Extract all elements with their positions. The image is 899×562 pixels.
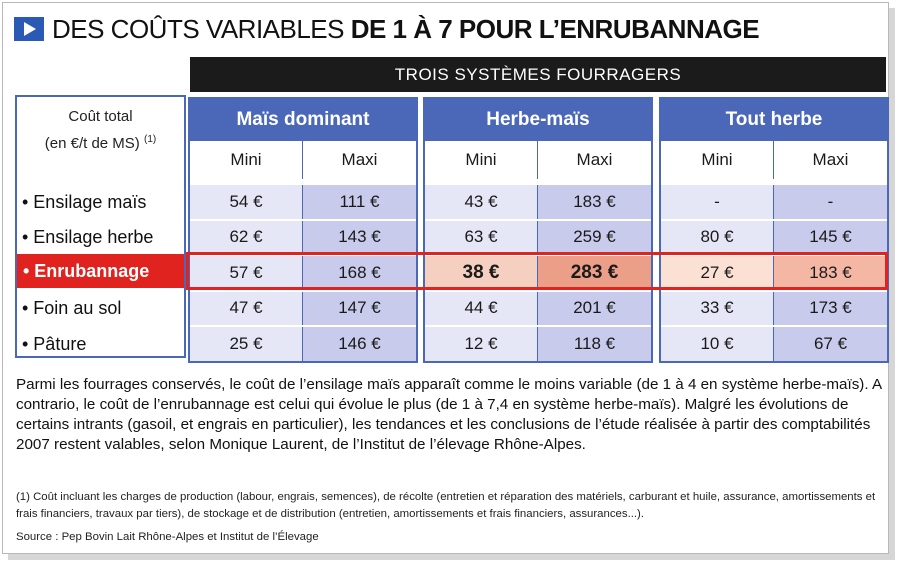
table-cell: 38 € [425, 256, 538, 290]
table-cell: - [661, 185, 774, 219]
table-cell: 145 € [774, 221, 887, 255]
system-header: Maïs dominant [190, 99, 416, 141]
table-cell: 33 € [661, 292, 774, 326]
table-cell: 168 € [303, 256, 416, 290]
row-label: • Ensilage herbe [22, 227, 154, 247]
table-cell: 57 € [190, 256, 303, 290]
table-cell: 173 € [774, 292, 887, 326]
maxi-column-header: Maxi [774, 141, 887, 179]
table-cell: 111 € [303, 185, 416, 219]
row-label: • Pâture [22, 333, 87, 354]
table-cell: 12 € [425, 327, 538, 361]
table-cell: 10 € [661, 327, 774, 361]
table-cell: 67 € [774, 327, 887, 361]
page-title [14, 12, 759, 46]
table-cell: 259 € [538, 221, 651, 255]
table-cell: 62 € [190, 221, 303, 255]
table-cell: - [774, 185, 887, 219]
table-cell: 143 € [303, 221, 416, 255]
source-note: Source : Pep Bovin Lait Rhône-Alpes et Institut de l’Élevage [16, 531, 319, 543]
summary-paragraph: Parmi les fourrages conservés, le coût de l’ensilage maïs apparaît comme le moins variable (de 1 à 4 en système herbe-maïs). A contrario, le coût de l’enrubannage est celui qui évolue le plus (de 1 à 7,4 en système herbe-maïs). Malgré les évolutions de certains intrants (gasoil, et engrais en particulier), les tendances et les conclusions de l’étude réalisée à partir des comptabilités 2007 restent valables, selon Monique Laurent, de l’Institut de l’élevage Rhône-Alpes. [16, 376, 882, 453]
system-header: Herbe-maïs [425, 99, 651, 141]
play-arrow-icon [14, 17, 44, 41]
title-text: DES COÛTS VARIABLES DE 1 À 7 POUR L’ENRUBANNAGE [52, 13, 760, 44]
table-cell: 183 € [774, 256, 887, 290]
table-cell: 183 € [538, 185, 651, 219]
system-header: Tout herbe [661, 99, 887, 141]
table-cell: 43 € [425, 185, 538, 219]
table-cell: 201 € [538, 292, 651, 326]
row-label: • Ensilage maïs [22, 191, 147, 212]
table-cell: 118 € [538, 327, 651, 361]
mini-column-header: Mini [661, 141, 774, 179]
row-label-enrubannage: • Enrubannage [17, 254, 184, 288]
table-cell: 80 € [661, 221, 774, 255]
table-cell: 25 € [190, 327, 303, 361]
mini-column-header: Mini [190, 141, 303, 179]
table-cell: 44 € [425, 292, 538, 326]
maxi-column-header: Maxi [303, 141, 416, 179]
table-cell: 47 € [190, 292, 303, 326]
mini-column-header: Mini [425, 141, 538, 179]
systems-banner: TROIS SYSTÈMES FOURRAGERS [190, 57, 886, 92]
table-cell: 54 € [190, 185, 303, 219]
label-column-header: Coût total (en €/t de MS) $^{(1)}$ [44, 108, 157, 152]
footnote: (1) Coût incluant les charges de production (labour, engrais, semences), de récolte (entretien et réparation des matériels, carburant et huile, assurance, amortissements et frais financiers, travaux par tiers), de stockage et de distribution (entretien, amortissements et frais financiers, assurances...). [16, 491, 876, 520]
table-cell: 283 € [538, 256, 651, 290]
table-cell: 63 € [425, 221, 538, 255]
row-label: • Foin au sol [22, 298, 122, 318]
table-cell: 146 € [303, 327, 416, 361]
table-cell: 27 € [661, 256, 774, 290]
maxi-column-header: Maxi [538, 141, 651, 179]
table-cell: 147 € [303, 292, 416, 326]
